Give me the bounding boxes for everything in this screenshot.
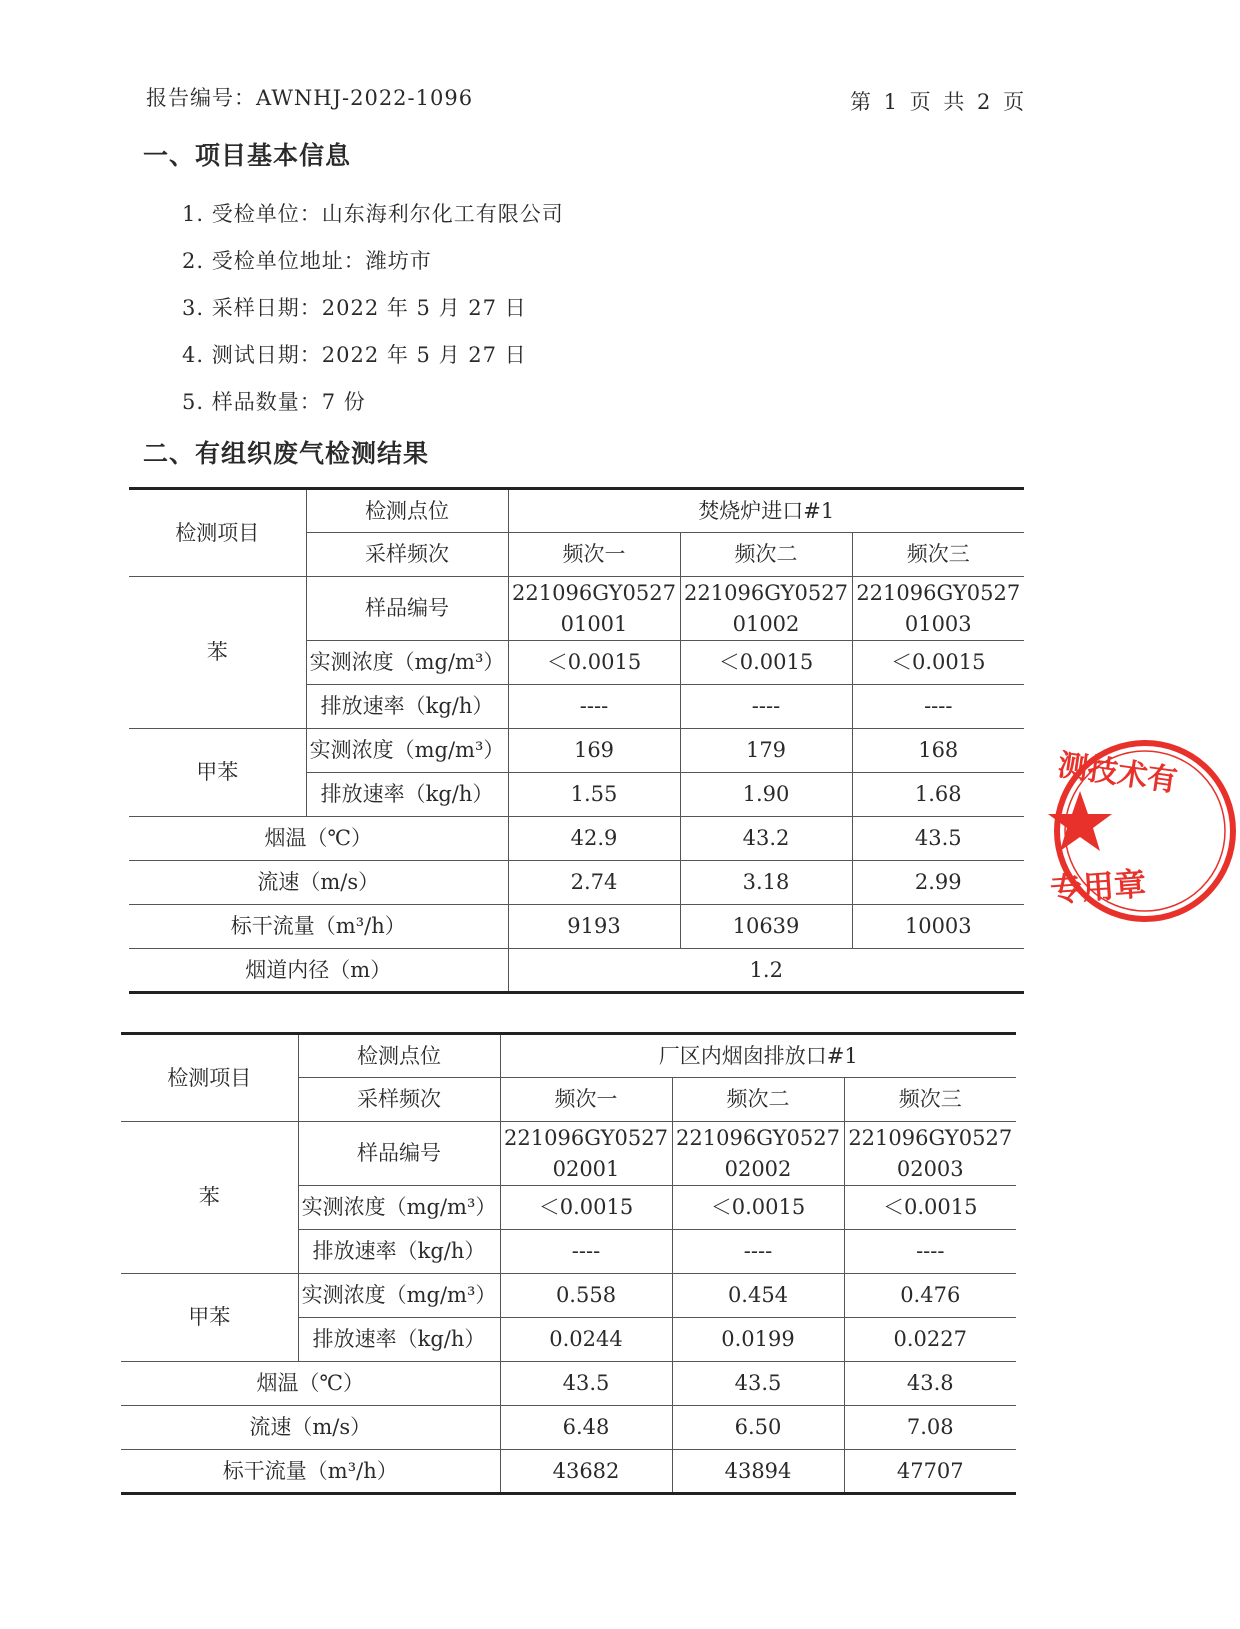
info-item	[182, 339, 564, 386]
value-cell: 43.2	[680, 817, 852, 861]
point-name: 厂区内烟囱排放口#1	[500, 1034, 1016, 1078]
info-label: 受检单位：	[211, 202, 322, 226]
value-cell: 0.558	[500, 1274, 672, 1318]
label-conc: 实测浓度（mg/m³）	[298, 1274, 500, 1318]
freq-2: 频次二	[680, 533, 852, 577]
label-velocity: 流速（m/s）	[121, 1406, 500, 1450]
sample-no-line: 01002	[732, 611, 800, 636]
value-cell: 10639	[680, 905, 852, 949]
value-cell: 6.50	[672, 1406, 844, 1450]
info-item	[182, 245, 564, 292]
freq-1: 频次一	[508, 533, 680, 577]
sample-no-line: 221096GY0527	[504, 1125, 668, 1150]
pollutant-toluene: 甲苯	[129, 729, 306, 817]
label-rate: 排放速率（kg/h）	[306, 685, 508, 729]
value-cell: 43.5	[852, 817, 1024, 861]
value-cell: 0.0199	[672, 1318, 844, 1362]
value-cell: 179	[680, 729, 852, 773]
info-num: 4.	[182, 343, 205, 367]
value-cell: 0.0227	[844, 1318, 1016, 1362]
sample-no-line: 221096GY0527	[512, 580, 676, 605]
report-number-value: AWNHJ-2022-1096	[256, 86, 474, 110]
value-cell: 10003	[852, 905, 1024, 949]
section-basic-info-title: 一、项目基本信息	[143, 141, 352, 170]
sample-no-line: 02003	[896, 1156, 964, 1181]
value-cell: 47707	[844, 1450, 1016, 1494]
info-label: 样品数量：	[211, 390, 322, 414]
sample-no-cell	[852, 577, 1024, 641]
header-point: 检测点位	[306, 489, 508, 533]
report-number-label: 报告编号：	[146, 86, 256, 110]
point-name: 焚烧炉进口#1	[508, 489, 1024, 533]
sample-no-cell	[500, 1122, 672, 1186]
value-cell: ＜0.0015	[680, 641, 852, 685]
value-cell: ----	[500, 1230, 672, 1274]
freq-3: 频次三	[844, 1078, 1016, 1122]
value-cell: 169	[508, 729, 680, 773]
results-table-1	[129, 487, 1024, 994]
value-cell: 0.476	[844, 1274, 1016, 1318]
seal-text-top: 测技术有	[1055, 747, 1180, 800]
label-rate: 排放速率（kg/h）	[298, 1318, 500, 1362]
value-cell: 43894	[672, 1450, 844, 1494]
sample-no-cell	[844, 1122, 1016, 1186]
info-num: 3.	[182, 296, 205, 320]
value-cell: 7.08	[844, 1406, 1016, 1450]
sample-no-cell	[680, 577, 852, 641]
label-conc: 实测浓度（mg/m³）	[306, 729, 508, 773]
info-item	[182, 386, 564, 433]
value-cell: 1.90	[680, 773, 852, 817]
value-cell: 1.68	[852, 773, 1024, 817]
value-cell: ----	[508, 685, 680, 729]
info-item	[182, 292, 564, 339]
info-value: 山东海利尔化工有限公司	[321, 202, 564, 226]
value-cell: 43682	[500, 1450, 672, 1494]
value-cell: 9193	[508, 905, 680, 949]
value-cell: 42.9	[508, 817, 680, 861]
value-cell: 168	[852, 729, 1024, 773]
label-temp: 烟温（℃）	[121, 1362, 500, 1406]
sample-no-line: 02002	[724, 1156, 792, 1181]
label-conc: 实测浓度（mg/m³）	[298, 1186, 500, 1230]
info-value: 2022 年 5 月 27 日	[321, 296, 527, 320]
label-diameter: 烟道内径（m）	[129, 949, 508, 993]
label-rate: 排放速率（kg/h）	[298, 1230, 500, 1274]
value-cell: ＜0.0015	[500, 1186, 672, 1230]
label-conc: 实测浓度（mg/m³）	[306, 641, 508, 685]
basic-info-list	[182, 198, 564, 433]
value-diameter: 1.2	[508, 949, 1024, 993]
value-cell: ＜0.0015	[852, 641, 1024, 685]
header-freq: 采样频次	[298, 1078, 500, 1122]
sample-no-line: 221096GY0527	[684, 580, 848, 605]
value-cell: 3.18	[680, 861, 852, 905]
value-cell: 0.0244	[500, 1318, 672, 1362]
info-label: 测试日期：	[211, 343, 322, 367]
sample-no-line: 01001	[560, 611, 628, 636]
value-cell: 6.48	[500, 1406, 672, 1450]
label-velocity: 流速（m/s）	[129, 861, 508, 905]
info-num: 1.	[182, 202, 205, 226]
value-cell: ----	[844, 1230, 1016, 1274]
value-cell: ＜0.0015	[672, 1186, 844, 1230]
value-cell: 43.8	[844, 1362, 1016, 1406]
sample-no-line: 01003	[904, 611, 972, 636]
pollutant-benzene: 苯	[121, 1122, 298, 1274]
sample-no-cell	[508, 577, 680, 641]
label-flow: 标干流量（m³/h）	[121, 1450, 500, 1494]
seal-text-bottom: 专用章	[1048, 864, 1148, 910]
value-cell: 0.454	[672, 1274, 844, 1318]
sample-no-line: 02001	[552, 1156, 620, 1181]
value-cell: 1.55	[508, 773, 680, 817]
info-value: 潍坊市	[365, 249, 432, 273]
sample-no-line: 221096GY0527	[676, 1125, 840, 1150]
results-table-2	[121, 1032, 1016, 1495]
freq-1: 频次一	[500, 1078, 672, 1122]
info-num: 2.	[182, 249, 205, 273]
info-num: 5.	[182, 390, 205, 414]
info-item	[182, 198, 564, 245]
freq-2: 频次二	[672, 1078, 844, 1122]
value-cell: ----	[672, 1230, 844, 1274]
sample-no-cell	[672, 1122, 844, 1186]
value-cell: 43.5	[500, 1362, 672, 1406]
section-results-title: 二、有组织废气检测结果	[143, 439, 430, 468]
info-value: 2022 年 5 月 27 日	[321, 343, 527, 367]
info-value: 7 份	[321, 390, 366, 414]
label-rate: 排放速率（kg/h）	[306, 773, 508, 817]
header-freq: 采样频次	[306, 533, 508, 577]
info-label: 受检单位地址：	[211, 249, 366, 273]
value-cell: ＜0.0015	[844, 1186, 1016, 1230]
header-item: 检测项目	[129, 489, 306, 577]
value-cell: ----	[852, 685, 1024, 729]
value-cell: ----	[680, 685, 852, 729]
value-cell: 2.99	[852, 861, 1024, 905]
pollutant-toluene: 甲苯	[121, 1274, 298, 1362]
freq-3: 频次三	[852, 533, 1024, 577]
page-info: 第 1 页 共 2 页	[850, 90, 1025, 114]
sample-no-line: 221096GY0527	[856, 580, 1021, 605]
info-label: 采样日期：	[211, 296, 322, 320]
header-point: 检测点位	[298, 1034, 500, 1078]
header-item: 检测项目	[121, 1034, 298, 1122]
label-temp: 烟温（℃）	[129, 817, 508, 861]
value-cell: 43.5	[672, 1362, 844, 1406]
value-cell: ＜0.0015	[508, 641, 680, 685]
label-sample-no: 样品编号	[306, 577, 508, 641]
label-flow: 标干流量（m³/h）	[129, 905, 508, 949]
label-sample-no: 样品编号	[298, 1122, 500, 1186]
report-number	[146, 82, 473, 112]
pollutant-benzene: 苯	[129, 577, 306, 729]
sample-no-line: 221096GY0527	[848, 1125, 1013, 1150]
value-cell: 2.74	[508, 861, 680, 905]
